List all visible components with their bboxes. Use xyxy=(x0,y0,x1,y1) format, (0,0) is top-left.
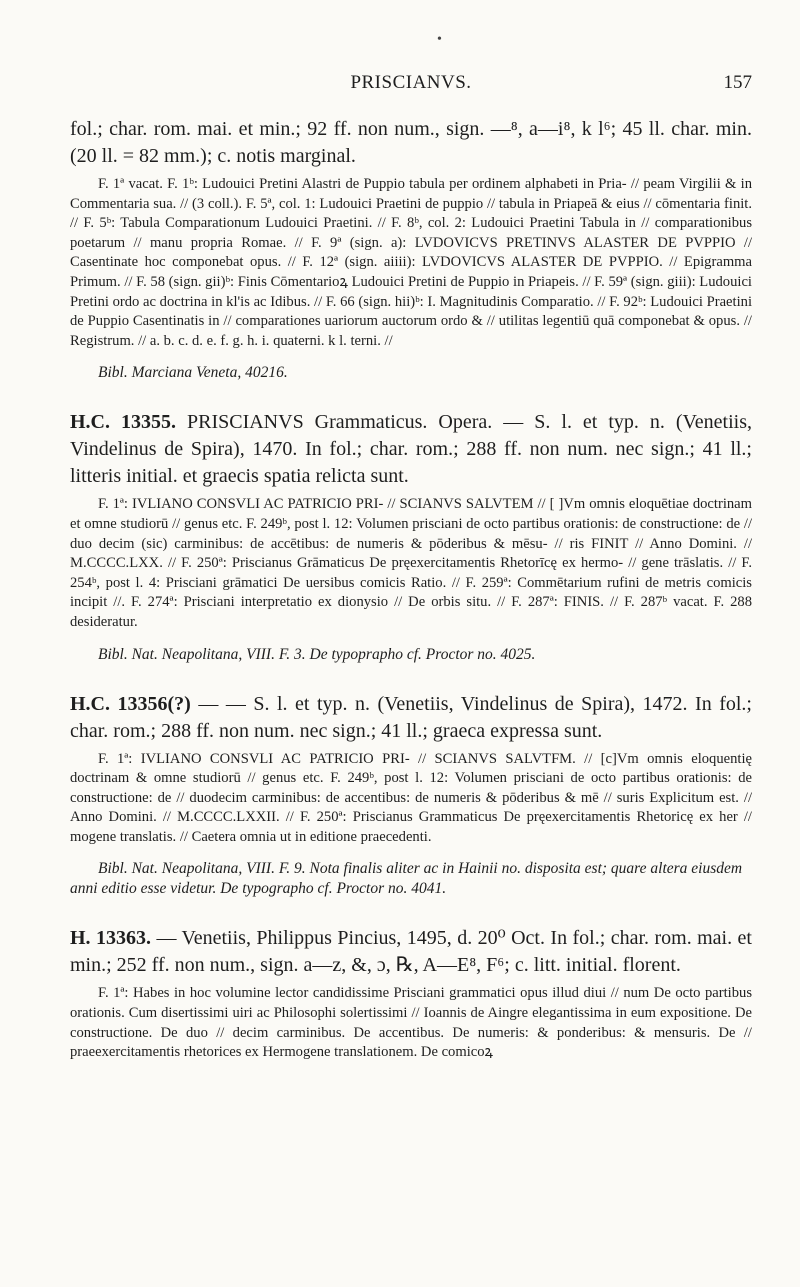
entry-description: — Venetiis, Philippus Pincius, 1495, d. 20⁰ Oct. In fol.; char. rom. mai. et min.; 252 ff. non num., sign. a—z, &, ɔ, ℞, A—E⁸, F⁶; c. litt. initial. florent. xyxy=(70,927,752,977)
continued-bibl: Bibl. Marciana Veneta, 40216. xyxy=(98,364,288,382)
entry-13355 xyxy=(70,409,752,664)
entry-number: H.C. 13355. xyxy=(70,411,176,434)
continued-collation: fol.; char. rom. mai. et min.; 92 ff. non num., sign. —⁸, a—i⁸, k l⁶; 45 ll. char. min. (20 ll. = 82 mm.); c. notis marginal. xyxy=(70,118,752,167)
entry-heading xyxy=(70,925,752,979)
page-content xyxy=(70,116,752,1063)
entry-heading xyxy=(70,691,752,745)
entry-bibl: Bibl. Nat. Neapolitana, VIII. F. 3. De typoprapho cf. Proctor no. 4025. xyxy=(98,645,536,663)
running-header xyxy=(70,32,752,98)
entry-number: H.C. 13356(?) xyxy=(70,692,191,715)
page-number: 157 xyxy=(723,72,752,93)
entry-heading xyxy=(70,409,752,490)
entry-notes: F. 1ª: IVLIANO CONSVLI AC PATRICIO PRI- // SCIANVS SALVTFM. // [c]Vm omnis eloquentię doctrinam & omne studiorū // genus etc. F. 249ᵇ, post l. 12: Volumen prisciani de octo partibus orationis: de constructione: de // duodecim carminibus: de accentibus: de numeris & pōderibus & mē // suris Explicitum est. // Anno Domini. // M.CCCC.LXXII. // F. 250ª: Priscianus Grammaticus De pręexercitamentis Rhetoricę ex her // mogene translatis. // Caetera omnia ut in editione praecedenti. xyxy=(70,750,752,845)
entry-13363 xyxy=(70,925,752,1062)
printer-mark: • xyxy=(437,32,442,47)
entry-bibl: Bibl. Nat. Neapolitana, VIII. F. 9. Nota finalis aliter ac in Hainii no. disposita est; quare altera eiusdem anni editio esse videtur. De typographo cf. Proctor no. 4041. xyxy=(70,860,743,898)
entry-number: H. 13363. xyxy=(70,927,151,950)
entry-notes: F. 1ª: IVLIANO CONSVLI AC PATRICIO PRI- // SCIANVS SALVTEM // [ ]Vm omnis eloquētiae doctrinam et omne studiorū // genus etc. F. 249ᵇ, post l. 12: Volumen prisciani de octo partibus orationis: de constructione: de // duo decim (sic) carminibus: de accētibus: de numeris & pōderibus & mēsu- // ris FINIT // Anno Domini. // M.CCCC.LXX. // F. 250ª: Priscianus Grāmaticus De pręexercitamentis Rhetorīcę ex hermo- // gene trāslatis. // F. 254ᵇ, post l. 4: Prisciani grāmatici De uersibus comicis Ratio. // F. 259ª: Commētarium rufini de metris comicis incipit //. F. 274ª: Prisciani interpretatio ex dionysio // De orbis situ. // F. 287ª: FINIS. // F. 287ᵇ vacat. F. 288 desideratur. xyxy=(70,496,752,630)
entry-description: PRISCIANVS Grammaticus. Opera. — S. l. et typ. n. (Venetiis, Vindelinus de Spira), 1470. In fol.; char. rom.; 288 ff. non num. nec sign.; 41 ll.; litteris initial. et graecis spatia relicta sunt. xyxy=(70,411,752,488)
entry-notes: F. 1ª: Habes in hoc volumine lector candidissime Prisciani grammatici opus illud diui // num De octo partibus orationis. Cum disertissimi uiri ac Philosophi solertissimi // Ioannis de Aingre elegantissima in eum expositione. De constructione. De duo // decim carminibus. De accentibus. De numeris: & ponderibus: & mensuris. De // praeexercitamentis rhetorices ex Hermogene translationem. De comicoꝝ xyxy=(70,985,752,1061)
continued-notes: F. 1ª vacat. F. 1ᵇ: Ludouici Pretini Alastri de Puppio tabula per ordinem alphabeti in Pria- // peam Virgilii & in Commentaria sua. // (3 coll.). F. 5ª, col. 1: Ludouici Praetini de puppio // tabula in Priapeā & eius // cōmentaria finit. // F. 5ᵇ: Tabula Comparationum Ludouici Praetini. // F. 8ᵇ, col. 2: Ludouici Praetini Tabula in // comparationibus poetarum // manu propria Romae. // F. 9ª (sign. a): LVDOVICVS PRETINVS ALASTER DE PVPPIO // Casentinate hoc componebat opus. // F. 12ª (sign. aiiii): LVDOVICVS ALASTER DE PVPPIO. // Epigramma Primum. // F. 58 (sign. gii)ᵇ: Finis Cōmentarioꝝ Ludouici Pretini de Puppio in Priapeis. // F. 59ª (sign. giii): Ludouici Pretini ordo ac doctrina in kl'is ac Idibus. // F. 66 (sign. hii)ᵇ: I. Magnitudinis Comparatio. // F. 92ᵇ: Ludouici Praetini de Puppio Casentinatis in // comparationes uariorum auctorum ordo & // utilitas legentiū quā componebat & opus. // Registrum. // a. b. c. d. e. f. g. h. i. quaterni. k l. terni. // xyxy=(70,176,752,349)
entry-13356 xyxy=(70,691,752,900)
running-title: PRISCIANVS. xyxy=(350,72,472,93)
entry-description: — — S. l. et typ. n. (Venetiis, Vindelinus de Spira), 1472. In fol.; char. rom.; 288 ff. non num. nec sign.; 41 ll.; graeca expressa sunt. xyxy=(70,692,752,742)
